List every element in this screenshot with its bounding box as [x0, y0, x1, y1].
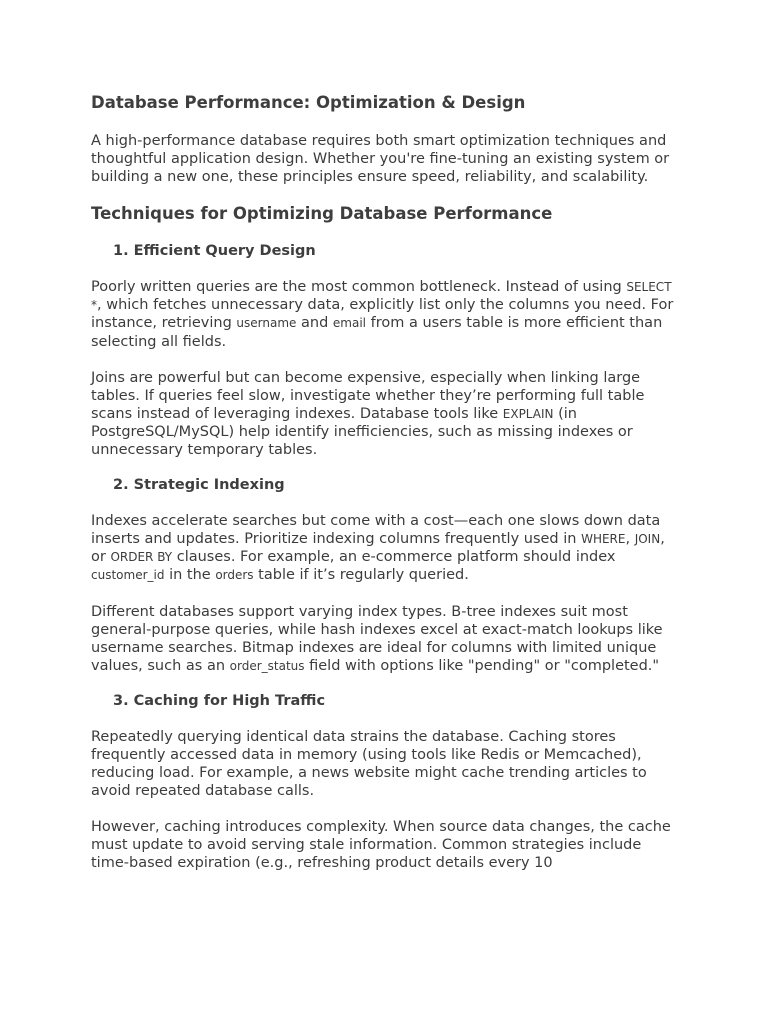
subsection-heading-indexing: 2. Strategic Indexing	[113, 477, 285, 494]
text-run: clauses. For example, an e-commerce platform should index	[172, 549, 616, 566]
subsection-heading-query-design: 1. Efficient Query Design	[113, 243, 316, 260]
text-run: Indexes accelerate searches but come with a cost—each one slows down data inserts and updates. Prioritize indexing columns frequently used in	[91, 513, 661, 548]
text-run: (in PostgreSQL/MySQL) help identify inefficiencies, such as missing indexes or unnecessary temporary tables.	[91, 405, 633, 459]
intro-paragraph: A high-performance database requires both smart optimization techniques and thoughtful application design. Whether you're fine-tuning an existing system or building a new one, these principles ensure speed, reliability, and scalability.	[91, 133, 670, 186]
inline-code: ORDER BY	[110, 550, 173, 565]
inline-code: EXPLAIN	[502, 406, 554, 421]
text-run: Poorly written queries are the most common bottleneck. Instead of using	[91, 279, 627, 296]
section-heading: Techniques for Optimizing Database Performance	[91, 204, 553, 224]
text-run: field with options like "pending" or "completed."	[304, 657, 660, 674]
inline-code: email	[332, 316, 367, 331]
subsection-heading-caching: 3. Caching for High Traffic	[113, 692, 326, 709]
text-run: , or	[91, 531, 665, 566]
text-run: , which fetches unnecessary data, explicitly list only the columns you need. For instance, retrieving	[91, 297, 674, 332]
text-run: in the	[164, 567, 216, 584]
inline-code: orders	[215, 568, 254, 583]
query-design-paragraph-1	[91, 278, 681, 350]
document-title: Database Performance: Optimization & Design	[91, 93, 526, 112]
inline-code: WHERE	[581, 532, 626, 547]
inline-code: order_status	[229, 658, 305, 673]
caching-paragraph-2: However, caching introduces complexity. When source data changes, the cache must update to avoid serving stale information. Common strategies include time-based expiration (e.g., refreshing product details every 10	[91, 819, 671, 872]
text-run: from a users table is more efficient than selecting all fields.	[91, 315, 663, 350]
inline-code: SELECT *	[91, 280, 672, 313]
inline-code: JOIN	[634, 532, 661, 547]
indexing-paragraph-2	[91, 603, 681, 675]
text-run: and	[296, 315, 333, 332]
indexing-paragraph-1	[91, 512, 681, 584]
text-run: Joins are powerful but can become expensive, especially when linking large tables. If queries feel slow, investigate whether they’re performing full table scans instead of leveraging indexes. Database tools like	[91, 369, 645, 422]
text-run: ,	[625, 531, 635, 548]
inline-code: username	[236, 316, 297, 331]
document-body	[91, 92, 681, 873]
inline-code: customer_id	[91, 568, 165, 583]
text-run: Different databases support varying index types. B-tree indexes suit most general-purpose queries, while hash indexes excel at exact-match lookups like username searches. Bitmap indexes are ideal for columns with limited unique values, such as an	[91, 603, 663, 674]
query-design-paragraph-2	[91, 369, 681, 459]
caching-paragraph-1: Repeatedly querying identical data strains the database. Caching stores frequently accessed data in memory (using tools like Redis or Memcached), reducing load. For example, a news website might cache trending articles to avoid repeated database calls.	[91, 728, 647, 800]
text-run: table if it’s regularly queried.	[253, 567, 469, 584]
